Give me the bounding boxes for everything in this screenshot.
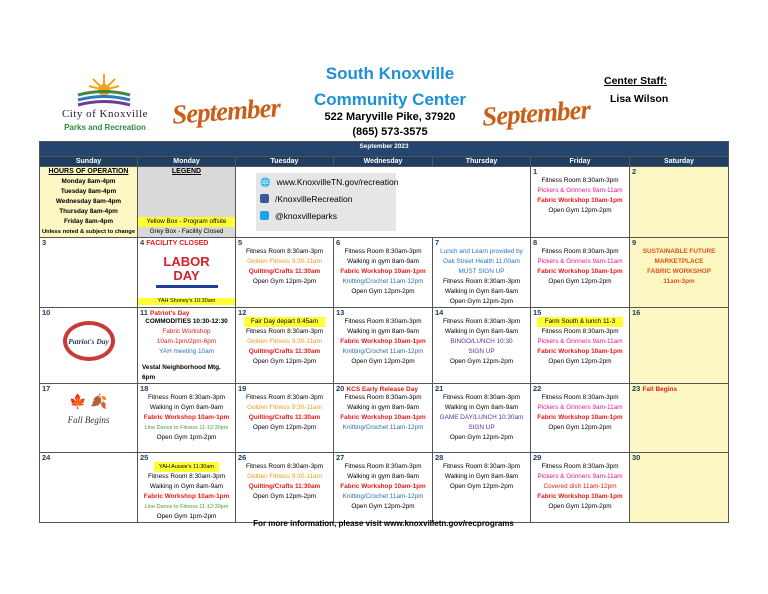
day-cell-2	[630, 167, 729, 238]
day-number: 1	[533, 167, 538, 176]
event-line: Knitting/Crochet 11am-12pm	[342, 493, 424, 500]
day-number: 18	[140, 384, 149, 393]
day-cell-10	[40, 308, 138, 384]
facebook-link[interactable]: /KnoxvilleRecreation	[275, 193, 353, 204]
day-number: 4	[140, 238, 145, 247]
event-line: Vestal Neighborhood Mtg. 6pm	[142, 364, 221, 381]
event-line: Fitness Room 8:30am-3pm	[245, 248, 324, 255]
facility-closed: FACILITY CLOSED	[146, 240, 209, 247]
day-number: 28	[435, 453, 444, 462]
labor-day-image	[156, 255, 218, 288]
day-cell-23	[630, 384, 729, 453]
dow-sunday: Sunday	[40, 157, 138, 167]
event-line: Golden Fitness 9:30-11am	[247, 258, 322, 265]
day-cell-11	[138, 308, 236, 384]
event-line: Fabric Workshop 10am-1pm	[340, 414, 426, 421]
day-cell-27	[334, 453, 433, 523]
event-line: Fitness Room 8:30am-3pm	[344, 463, 422, 470]
event-line: Line Dance to Fitness 11-12:30pm	[144, 504, 229, 510]
event-line: Open Gym 12pm-2pm	[548, 358, 612, 365]
dow-saturday: Saturday	[630, 157, 729, 167]
event-line: Quilting/Crafts 11:30am	[248, 483, 321, 490]
event-line: MUST SIGN UP	[458, 268, 505, 275]
event-line: Line Dance to Fitness 11-12:30pm	[144, 425, 229, 431]
month-title: September 2023	[40, 142, 729, 157]
september-decoration: September	[171, 92, 281, 130]
day-number: 23	[632, 384, 641, 393]
day-cell-7	[433, 238, 531, 308]
day-cell-4	[138, 238, 236, 308]
day-cell-3	[40, 238, 138, 308]
day-cell-5	[236, 238, 334, 308]
event-line: Fabric Workshop 10am-1pm	[537, 414, 623, 421]
event-line: Lunch and Learn provided by	[440, 248, 523, 255]
day-number: 20	[336, 384, 345, 393]
day-header	[630, 384, 728, 393]
legend-grey: Grey Box - Facility Closed	[138, 227, 235, 237]
dow-tuesday: Tuesday	[236, 157, 334, 167]
day-number: 21	[435, 384, 444, 393]
event-line: YAH Aussie's 11:30am	[154, 462, 219, 472]
dow-friday: Friday	[531, 157, 630, 167]
event-line: FABRIC WORKSHOP	[647, 268, 711, 275]
day-number: 2	[632, 167, 637, 176]
day-cell-19	[236, 384, 334, 453]
event-line: Fitness Room 8:30am-3pm	[541, 394, 619, 401]
event-line: Golden Fitness 9:30-11am	[247, 473, 322, 480]
event-line: Open Gym 12pm-2pm	[548, 278, 612, 285]
day-cell-22	[531, 384, 630, 453]
event-line: Pickers & Grinners 9am-11am	[537, 404, 623, 411]
day-number: 17	[42, 384, 51, 393]
event-line: Open Gym 12pm-2pm	[351, 358, 415, 365]
event-line: Fabric Workshop 10am-1pm	[537, 197, 623, 204]
event-line: Fitness Room 8:30am-3pm	[541, 328, 619, 335]
event-line: Fitness Room 8:30am-3pm	[541, 177, 619, 184]
event-line: Walking in gym 8am-9am	[347, 404, 419, 411]
day-cell-12	[236, 308, 334, 384]
social-links	[256, 173, 399, 231]
event-line: Open Gym 12pm-2pm	[548, 207, 612, 214]
staff-label: Center Staff:	[604, 75, 668, 87]
patriots-day-image	[63, 321, 115, 361]
day-cell-29	[531, 453, 630, 523]
logo-title: City of Knoxville	[61, 108, 149, 120]
hours-note: Unless noted & subject to change	[41, 229, 136, 235]
day-number: 15	[533, 308, 542, 317]
day-cell-15	[531, 308, 630, 384]
event-line: Fabric Workshop	[162, 328, 211, 335]
hours-line: Thursday 8am-4pm	[59, 208, 118, 215]
day-number: 13	[336, 308, 345, 317]
event-line: Fitness Room 8:30am-3pm	[344, 394, 422, 401]
day-number: 26	[238, 453, 247, 462]
yah-event: YAH Shoney's 10:30am	[138, 298, 235, 305]
event-line: BINGO/LUNCH 10:30	[450, 338, 513, 345]
day-number: 16	[632, 308, 641, 317]
event-line: Fitness Room 8:30am-3pm	[147, 473, 226, 480]
staff-name: Lisa Wilson	[610, 93, 669, 105]
event-line: GAME DAY/LUNCH 10:30am	[439, 414, 524, 421]
center-phone: (865) 573-3575	[352, 126, 428, 138]
social-twitter[interactable]	[256, 207, 396, 224]
footer-note: For more information, please visit www.knoxvilletn.gov/recprograms	[253, 519, 514, 528]
event-line: Fair Day depart 9:45am	[244, 317, 325, 327]
day-title: Fall Begins	[642, 386, 678, 393]
day-header	[334, 384, 432, 393]
day-cell-26	[236, 453, 334, 523]
day-header	[138, 308, 235, 317]
event-line: Open Gym 12pm-2pm	[252, 358, 317, 365]
day-number: 6	[336, 238, 341, 247]
event-line: Walking in Gym 8am-9am	[444, 288, 519, 295]
day-number: 8	[533, 238, 538, 247]
event-line: Walking in Gym 8am-9am	[444, 473, 519, 480]
event-line: YAH meeting 10am	[159, 348, 214, 355]
event-line: Knitting/Crochet 11am-12pm	[342, 348, 424, 355]
event-line: Fitness Room 8:30am-3pm	[541, 463, 619, 470]
event-line: Knitting/Crochet 11am-12pm	[342, 424, 424, 431]
event-line: Fabric Workshop 10am-1pm	[537, 268, 623, 275]
event-line: Open Gym 12pm-2pm	[252, 493, 317, 500]
event-line: Walking in gym 8am-9am	[347, 328, 419, 335]
legend-cell	[138, 167, 236, 238]
globe-icon: 🌐	[260, 176, 271, 187]
event-line: Fabric Workshop 10am-1pm	[143, 414, 230, 421]
day-cell-1	[531, 167, 630, 238]
event-line: Fabric Workshop 10am-1pm	[537, 348, 623, 355]
day-number: 5	[238, 238, 243, 247]
event-line: Quilting/Crafts 11:30am	[248, 268, 321, 275]
event-line: Open Gym 1pm-2pm	[156, 513, 217, 520]
event-line: Fitness Room 8:30am-3pm	[344, 248, 422, 255]
event-line: 11am-3pm	[663, 278, 695, 285]
event-line: Fitness Room 8:30am-3pm	[147, 394, 226, 401]
day-title: Patriot's Day	[150, 310, 190, 317]
day-cell-24	[40, 453, 138, 523]
facebook-icon	[260, 194, 269, 203]
web-link[interactable]: www.KnoxvilleTN.gov/recreation	[276, 176, 399, 187]
event-line: Fitness Room 8:30am-3pm	[245, 328, 324, 335]
event-line: Pickers & Grinners 9am-11am	[537, 258, 623, 265]
event-line: Walking in gym 8am-9am	[347, 258, 419, 265]
center-address: 522 Maryville Pike, 37920	[324, 111, 456, 123]
event-line: Open Gym 12pm-2pm	[252, 278, 317, 285]
social-web[interactable]	[256, 173, 399, 190]
event-line: Open Gym 12pm-2pm	[548, 424, 612, 431]
twitter-link[interactable]: @knoxvilleparks	[275, 210, 338, 221]
day-number: 22	[533, 384, 542, 393]
event-line: Fitness Room 8:30am-3pm	[245, 463, 324, 470]
event-line: Open Gym 12pm-2pm	[449, 358, 514, 365]
event-line: Walking in Gym 8am-9am	[444, 328, 519, 335]
twitter-icon	[260, 211, 269, 220]
day-cell-6	[334, 238, 433, 308]
hours-line: Tuesday 8am-4pm	[60, 188, 117, 195]
event-line: Fabric Workshop 10am-1pm	[340, 338, 426, 345]
dow-wednesday: Wednesday	[334, 157, 433, 167]
event-line: Walking in Gym 8am-9am	[149, 404, 224, 411]
event-line: SIGN UP	[468, 348, 495, 355]
patriots-day-text: Patriot's Day	[67, 325, 111, 357]
event-line: Open Gym 12pm-2pm	[449, 298, 514, 305]
event-line: Pickers & Grinners 9am-11am	[537, 187, 623, 194]
event-line: Pickers & Grinners 9am-11am	[537, 473, 623, 480]
legend-yellow: Yellow Box - Program offsite	[138, 217, 235, 227]
event-line: Open Gym 12pm-2pm	[449, 483, 514, 490]
event-line: Knitting/Crochet 11am-12pm	[342, 278, 424, 285]
hours-heading: HOURS OF OPERATION	[48, 168, 129, 175]
day-cell-25	[138, 453, 236, 523]
social-cell	[236, 167, 531, 238]
event-line: Walking in Gym 8am-9am	[149, 483, 224, 490]
event-line: MARKETPLACE	[654, 258, 704, 265]
event-line: Walking in Gym 8am-9am	[444, 404, 519, 411]
day-number: 12	[238, 308, 247, 317]
day-number: 27	[336, 453, 345, 462]
day-number: 30	[632, 453, 641, 462]
day-cell-9	[630, 238, 729, 308]
event-line: Pickers & Grinners 9am-11am	[537, 338, 623, 345]
day-number: 24	[42, 453, 51, 462]
day-cell-21	[433, 384, 531, 453]
event-line: Farm South & lunch 11-3	[537, 317, 623, 327]
event-line: Open Gym 1pm-2pm	[156, 434, 217, 441]
event-line: Fitness Room 8:30am-3pm	[442, 318, 521, 325]
event-line: 10am-1pm/2pm-6pm	[156, 338, 217, 345]
dow-monday: Monday	[138, 157, 236, 167]
day-cell-16	[630, 308, 729, 384]
event-line: Covered dish 11am-12pm	[543, 483, 617, 490]
day-number: 9	[632, 238, 637, 247]
event-line: Open Gym 12pm-2pm	[252, 424, 317, 431]
event-line: Fitness Room 8:30am-3pm	[442, 394, 521, 401]
event-line: Fabric Workshop 10am-1pm	[537, 493, 623, 500]
event-line: Quilting/Crafts 11:30am	[248, 348, 321, 355]
hours-line: Wednesday 8am-4pm	[55, 198, 122, 205]
day-cell-14	[433, 308, 531, 384]
event-line: Fitness Room 8:30am-3pm	[245, 394, 324, 401]
dow-thursday: Thursday	[433, 157, 531, 167]
hours-line: Monday 8am-4pm	[61, 178, 116, 185]
fall-begins-image-text: Fall Begins	[67, 415, 110, 425]
day-number: 3	[42, 238, 47, 247]
event-line: Open Gym 12pm-2pm	[351, 288, 415, 295]
day-number: 19	[238, 384, 247, 393]
day-number: 11	[140, 308, 148, 317]
day-number: 25	[140, 453, 149, 462]
day-title: KCS Early Release Day	[346, 386, 418, 393]
event-line: Walking in gym 8am-9am	[347, 473, 419, 480]
labor-day-text: LABOR DAY	[163, 254, 210, 283]
calendar-grid	[39, 141, 729, 523]
day-cell-13	[334, 308, 433, 384]
event-line: Quilting/Crafts 11:30am	[248, 414, 321, 421]
event-line: Open Gym 12pm-2pm	[351, 503, 415, 510]
hours-cell	[40, 167, 138, 238]
event-line: Fitness Room 8:30am-3pm	[442, 278, 521, 285]
event-line: Open Gym 12pm-2pm	[449, 434, 514, 441]
center-title-line1: South Knoxville	[325, 64, 455, 83]
day-cell-18	[138, 384, 236, 453]
autumn-leaves-icon: 🍁 🍂	[69, 393, 108, 409]
event-line: Fitness Room 8:30am-3pm	[442, 463, 521, 470]
event-line: Open Gym 12pm-2pm	[548, 503, 612, 510]
event-line: COMMODITIES 10:30-12:30	[145, 318, 228, 325]
event-line: Fabric Workshop 10am-1pm	[340, 483, 426, 490]
event-line: Fitness Room 8:30am-3pm	[344, 318, 422, 325]
event-line: Oak Street Health 11:00am	[443, 258, 520, 265]
event-line: Golden Fitness 9:30-11am	[247, 404, 322, 411]
event-line: Fabric Workshop 10am-1pm	[340, 268, 426, 275]
hours-line: Friday 8am-4pm	[63, 218, 113, 225]
day-cell-20	[334, 384, 433, 453]
event-line: SUSTAINABLE FUTURE	[642, 248, 716, 255]
event-line: Fitness Room 8:30am-3pm	[541, 248, 619, 255]
event-line: SIGN UP	[468, 424, 495, 431]
day-number: 29	[533, 453, 542, 462]
day-number: 14	[435, 308, 444, 317]
center-title-line2: Community Center	[313, 90, 467, 109]
legend-heading: LEGEND	[171, 168, 202, 175]
logo-subtitle: Parks and Recreation	[64, 123, 146, 132]
september-decoration: September	[481, 94, 591, 132]
day-cell-28	[433, 453, 531, 523]
event-line: Golden Fitness 9:30-11am	[247, 338, 322, 345]
day-header	[138, 238, 235, 247]
social-facebook[interactable]	[256, 190, 396, 207]
day-number: 10	[42, 308, 51, 317]
event-line: Fabric Workshop 10am-1pm	[143, 493, 230, 500]
day-cell-30	[630, 453, 729, 523]
day-cell-17	[40, 384, 138, 453]
day-cell-8	[531, 238, 630, 308]
day-number: 7	[435, 238, 440, 247]
